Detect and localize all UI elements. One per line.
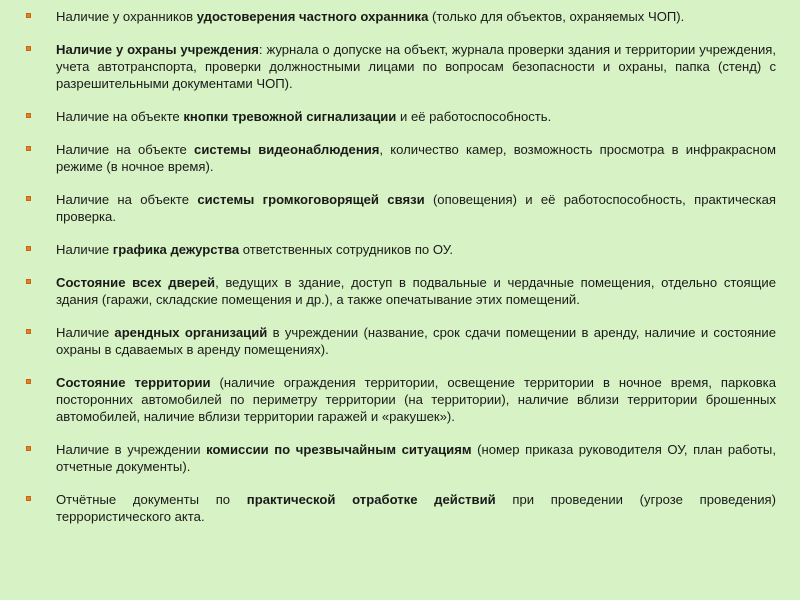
item-bold-text: системы громкоговорящей связи — [197, 192, 425, 207]
item-bold-text: графика дежурства — [112, 242, 240, 257]
item-text: (номер приказа руководителя ОУ, план работы, отчетные документы). — [56, 442, 776, 474]
list-item — [24, 108, 776, 125]
list-item — [24, 191, 776, 225]
item-bold-text: кнопки тревожной сигнализации — [183, 109, 397, 124]
list-item — [24, 274, 776, 308]
list-item — [24, 8, 776, 25]
square-bullet-icon — [26, 496, 31, 501]
item-text: в учреждении (название, срок сдачи помещении в аренду, наличие и состояние охраны в сдаваемых в аренду помещениях). — [56, 325, 777, 357]
item-text: , количество камер, возможность просмотра в инфракрасном режиме (в ночное время). — [56, 142, 776, 174]
item-text: , ведущих в здание, доступ в подвальные и чердачные помещения, отдельно стоящие здания (гаражи, складские помещения и др.), а также опечатывание этих помещений. — [56, 275, 776, 307]
square-bullet-icon — [26, 329, 31, 334]
item-text: (оповещения) и её работоспособность, практическая проверка. — [56, 192, 776, 224]
list-item — [24, 241, 776, 258]
item-bold-text: Состояние территории — [56, 375, 211, 390]
list-item — [24, 41, 776, 92]
item-text: ответственных сотрудников по ОУ. — [239, 242, 453, 257]
item-text: Наличие на объекте — [56, 142, 195, 157]
item-bold-text: арендных организаций — [114, 325, 268, 340]
item-text: Наличие в учреждении — [56, 442, 207, 457]
item-text: (наличие ограждения территории, освещение территории в ночное время, парковка посторонних автомобилей по периметру территории (на территории), наличие вблизи территории брошенных автомобилей, наличие вблизи территории гаражей и «ракушек»). — [56, 375, 776, 424]
item-bold-text: практической отработке действий — [246, 492, 496, 507]
list-item — [24, 324, 776, 358]
square-bullet-icon — [26, 446, 31, 451]
item-bold-text: Состояние всех дверей — [56, 275, 216, 290]
square-bullet-icon — [26, 146, 31, 151]
item-bold-text: комиссии по чрезвычайным ситуациям — [206, 442, 472, 457]
item-text: Наличие на объекте — [56, 109, 184, 124]
item-bold-text: Наличие у охраны учреждения — [56, 42, 259, 57]
item-text: Наличие — [56, 242, 113, 257]
checklist — [24, 8, 776, 541]
item-bold-text: системы видеонаблюдения — [194, 142, 380, 157]
item-text: Отчётные документы по — [56, 492, 247, 507]
list-item — [24, 441, 776, 475]
item-text: Наличие — [56, 325, 115, 340]
square-bullet-icon — [26, 46, 31, 51]
item-text: и её работоспособность. — [396, 109, 552, 124]
item-text: Наличие у охранников — [56, 9, 197, 24]
list-item — [24, 374, 776, 425]
item-text: при проведении (угрозе проведения) террористического акта. — [56, 492, 776, 524]
item-text: (только для объектов, охраняемых ЧОП). — [428, 9, 685, 24]
list-item — [24, 491, 776, 525]
item-text: : журнала о допуске на объект, журнала проверки здания и территории учреждения, учета автотранспорта, проверки должностными лицами по вопросам безопасности и охраны, папка (стенд) с разрешительными документами ЧОП). — [56, 42, 776, 91]
item-bold-text: удостоверения частного охранника — [196, 9, 429, 24]
square-bullet-icon — [26, 379, 31, 384]
square-bullet-icon — [26, 13, 31, 18]
square-bullet-icon — [26, 246, 31, 251]
square-bullet-icon — [26, 279, 31, 284]
square-bullet-icon — [26, 196, 31, 201]
list-item — [24, 141, 776, 175]
square-bullet-icon — [26, 113, 31, 118]
item-text: Наличие на объекте — [56, 192, 198, 207]
